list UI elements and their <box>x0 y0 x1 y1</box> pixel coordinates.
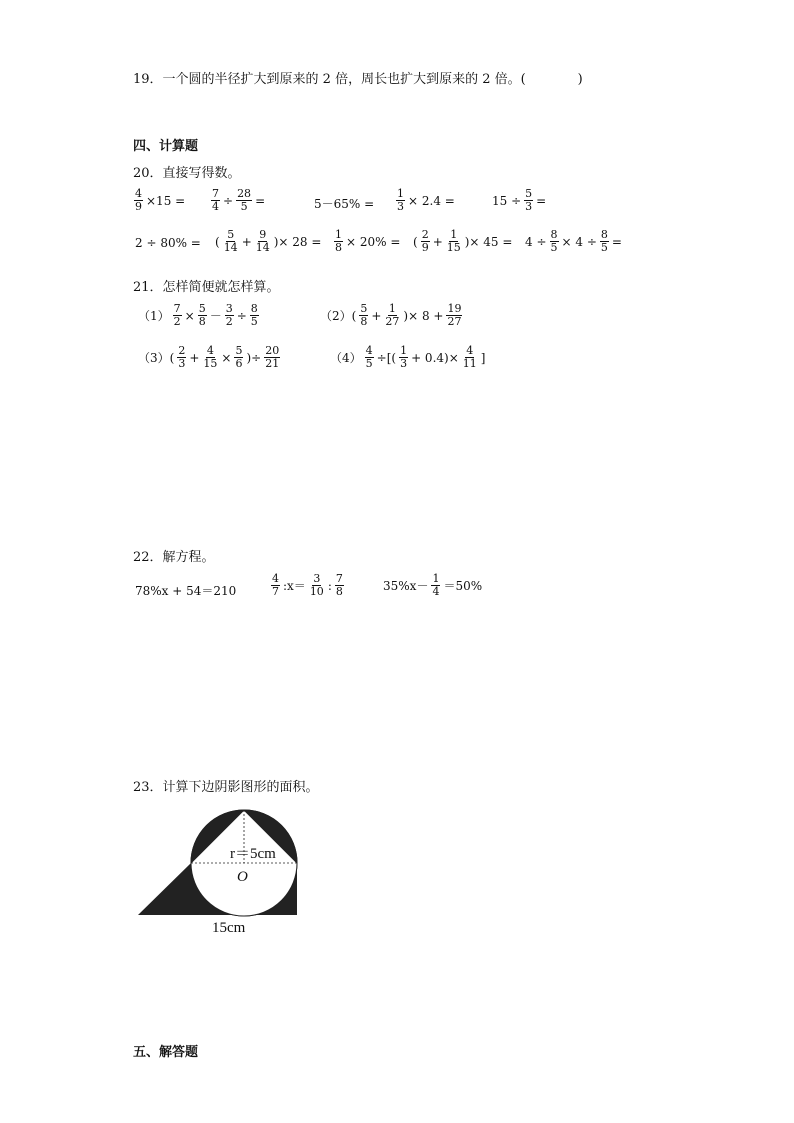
fraction-denominator: 21 <box>265 357 280 370</box>
fraction-numerator: 7 <box>335 572 343 585</box>
question-21-title: 21．怎样简便就怎样算。 <box>133 280 280 295</box>
fraction-numerator: 7 <box>173 302 181 315</box>
fraction-denominator: 9 <box>421 241 429 254</box>
fraction-denominator: 2 <box>173 315 181 328</box>
fraction <box>396 188 405 213</box>
fraction-numerator: 1 <box>400 344 408 357</box>
fraction <box>223 229 239 254</box>
expr-text: ] <box>480 350 486 365</box>
expr-text: （3）( <box>138 351 175 365</box>
question-19: 19．一个圆的半径扩大到原来的 2 倍，周长也扩大到原来的 2 倍。( ) <box>133 72 583 87</box>
expr-text: ×15 = <box>146 193 186 208</box>
fraction-denominator: 5 <box>600 241 608 254</box>
fraction <box>198 303 207 328</box>
fraction-numerator: 5 <box>227 228 235 241</box>
expr-text: （4） <box>330 351 362 365</box>
fraction-numerator: 3 <box>313 572 321 585</box>
fraction <box>524 188 533 213</box>
expr-text: )÷ <box>246 350 262 365</box>
fraction-denominator: 3 <box>525 200 533 213</box>
fraction <box>177 345 186 370</box>
q22-equation-3 <box>381 573 484 598</box>
expr-text: )× 45 = <box>464 234 513 249</box>
q20-expr-8 <box>333 229 402 254</box>
fraction <box>250 303 259 328</box>
expr-text: － <box>209 309 222 323</box>
fraction-denominator: 11 <box>462 357 477 370</box>
fraction-denominator: 5 <box>240 200 248 213</box>
fraction-denominator: 15 <box>446 241 461 254</box>
expr-text: :x＝ <box>283 579 306 593</box>
fraction-denominator: 3 <box>400 357 408 370</box>
fraction <box>335 573 344 598</box>
q20-expr-4 <box>395 188 457 213</box>
fraction <box>462 345 478 370</box>
expr-text: （1） <box>138 309 170 323</box>
q20-expr-2 <box>210 188 267 213</box>
fraction-numerator: 1 <box>432 572 440 585</box>
q21-expr-1 <box>136 303 260 328</box>
fraction <box>421 229 430 254</box>
fraction-numerator: 2 <box>178 344 186 357</box>
fraction <box>431 573 440 598</box>
fraction-denominator: 7 <box>272 585 279 598</box>
fraction <box>234 345 243 370</box>
base-label: 15cm <box>212 920 246 936</box>
fraction-numerator: 7 <box>212 187 219 200</box>
fraction-numerator: 4 <box>466 344 474 357</box>
fraction-denominator: 8 <box>335 241 342 254</box>
q20-expr-1 <box>133 188 187 213</box>
fraction-denominator: 4 <box>212 200 219 213</box>
fraction-denominator: 10 <box>309 585 324 598</box>
fraction-denominator: 14 <box>255 241 270 254</box>
fraction <box>271 573 280 598</box>
fraction <box>550 229 559 254</box>
expr-text: + <box>371 308 382 323</box>
fraction <box>202 345 218 370</box>
expr-text: ( <box>413 234 418 249</box>
fraction-numerator: 4 <box>135 187 142 200</box>
expr-text: 5－65% = <box>314 197 375 211</box>
fraction-numerator: 5 <box>235 344 243 357</box>
fraction <box>399 345 408 370</box>
expr-text: = <box>611 234 622 249</box>
expr-text: 15 ÷ <box>492 193 522 208</box>
fraction-numerator: 9 <box>259 228 267 241</box>
q21-expr-3 <box>136 345 281 370</box>
fraction-numerator: 8 <box>250 302 258 315</box>
question-23-title: 23．计算下边阴影图形的面积。 <box>133 780 319 795</box>
q20-expr-5 <box>490 188 548 213</box>
q20-expr-9 <box>411 229 514 254</box>
section-5-heading: 五、解答题 <box>133 1045 199 1060</box>
expr-text: × 4 ÷ <box>561 234 597 249</box>
fraction <box>446 303 462 328</box>
fraction <box>173 303 182 328</box>
fraction-numerator: 4 <box>365 344 373 357</box>
q20-expr-7 <box>213 229 323 254</box>
fraction-denominator: 8 <box>335 585 343 598</box>
fraction <box>211 188 220 213</box>
expr-text: 35%x－ <box>383 579 429 593</box>
fraction-denominator: 4 <box>432 585 440 598</box>
fraction <box>384 303 400 328</box>
expr-text: ÷ <box>236 308 247 323</box>
fraction <box>255 229 271 254</box>
fraction-numerator: 19 <box>447 302 462 315</box>
fraction-numerator: 5 <box>198 302 206 315</box>
fraction-numerator: 8 <box>600 228 608 241</box>
expr-text: × 20% = <box>346 234 401 249</box>
shaded-area-figure <box>130 800 320 940</box>
expr-text: = <box>255 193 266 208</box>
expr-text: ÷ <box>223 193 234 208</box>
fraction-denominator: 2 <box>225 315 233 328</box>
fraction-denominator: 9 <box>135 200 142 213</box>
fraction-numerator: 1 <box>397 187 404 200</box>
fraction-numerator: 5 <box>525 187 533 200</box>
fraction <box>359 303 368 328</box>
q22-equation-1 <box>133 582 238 599</box>
expr-text: 78%x + 54＝210 <box>135 584 237 598</box>
fraction-denominator: 5 <box>365 357 373 370</box>
fraction-numerator: 1 <box>335 228 342 241</box>
q21-expr-2 <box>318 303 463 328</box>
fraction-denominator: 14 <box>223 241 238 254</box>
fraction-denominator: 27 <box>447 315 462 328</box>
fraction-numerator: 28 <box>237 187 252 200</box>
question-22-title: 22．解方程。 <box>133 550 215 565</box>
fraction-denominator: 3 <box>397 200 404 213</box>
expr-text: × <box>184 308 195 323</box>
expr-text: ＝50% <box>443 579 483 593</box>
expr-text: × <box>221 350 232 365</box>
expr-text: )× 8 + <box>403 308 444 323</box>
fraction-denominator: 8 <box>198 315 206 328</box>
fraction-numerator: 2 <box>421 228 429 241</box>
expr-text: + <box>432 234 443 249</box>
section-4-heading: 四、计算题 <box>133 139 199 154</box>
fraction <box>236 188 252 213</box>
fraction-denominator: 6 <box>235 357 243 370</box>
fraction <box>309 573 325 598</box>
q22-equation-2 <box>270 573 345 598</box>
expr-text: （2）( <box>320 309 357 323</box>
fraction <box>365 345 374 370</box>
q20-expr-10 <box>523 229 624 254</box>
expr-text: )× 28 = <box>273 234 322 249</box>
q21-expr-4 <box>328 345 487 370</box>
fraction-denominator: 15 <box>203 357 218 370</box>
expr-text: + <box>189 350 200 365</box>
expr-text: × 2.4 = <box>408 193 455 208</box>
expr-text: : <box>327 578 332 593</box>
fraction-denominator: 27 <box>385 315 400 328</box>
fraction-numerator: 1 <box>388 302 396 315</box>
fraction-denominator: 5 <box>250 315 258 328</box>
expr-text: + 0.4)× <box>411 350 459 365</box>
fraction <box>600 229 609 254</box>
fraction <box>264 345 280 370</box>
fraction-numerator: 4 <box>272 572 279 585</box>
expr-text: ÷[( <box>376 350 397 365</box>
fraction-numerator: 1 <box>450 228 458 241</box>
q20-expr-6 <box>133 236 203 250</box>
expr-text: 4 ÷ <box>525 234 547 249</box>
expr-text: + <box>241 234 252 249</box>
expr-text: 2 ÷ 80% = <box>135 236 201 250</box>
fraction <box>446 229 462 254</box>
radius-label: r＝5cm <box>230 846 276 862</box>
expr-text: = <box>536 193 547 208</box>
fraction <box>334 229 343 254</box>
center-label: O <box>237 869 248 885</box>
question-20-title: 20．直接写得数。 <box>133 166 241 181</box>
fraction <box>225 303 234 328</box>
fraction-denominator: 8 <box>360 315 368 328</box>
fraction-denominator: 3 <box>178 357 186 370</box>
fraction-numerator: 5 <box>360 302 368 315</box>
fraction-denominator: 5 <box>550 241 558 254</box>
fraction-numerator: 8 <box>550 228 558 241</box>
q20-expr-3 <box>312 195 376 212</box>
fraction-numerator: 3 <box>225 302 233 315</box>
fraction-numerator: 4 <box>206 344 214 357</box>
fraction-numerator: 20 <box>265 344 280 357</box>
fraction <box>134 188 143 213</box>
expr-text: ( <box>215 234 220 249</box>
